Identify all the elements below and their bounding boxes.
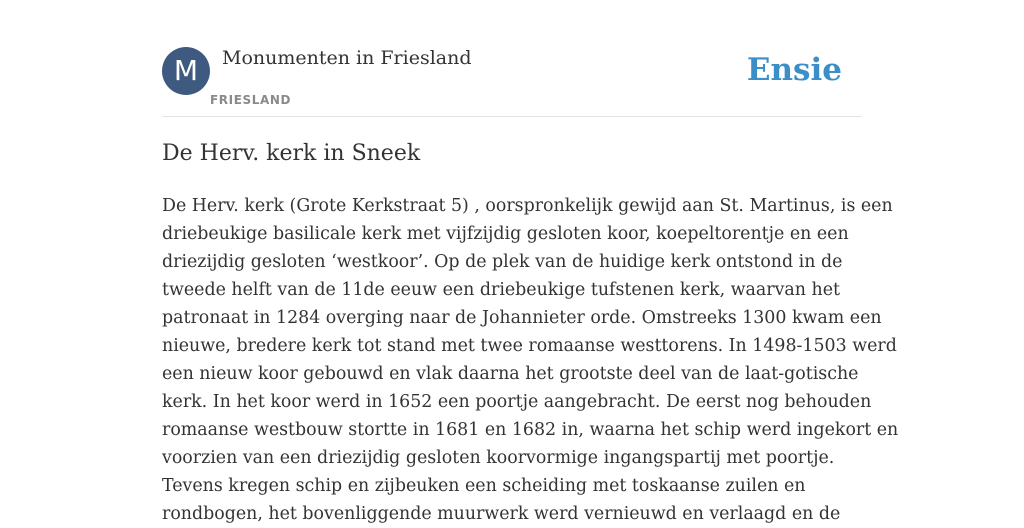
body-line: rondbogen, het bovenliggende muurwerk werd vernieuwd en verlaagd en de: [162, 504, 841, 524]
article-body: [162, 192, 899, 528]
category-label[interactable]: FRIESLAND: [210, 93, 292, 107]
avatar[interactable]: M: [162, 47, 210, 95]
body-line: nieuwe, bredere kerk tot stand met twee romaanse westtorens. In 1498-1503 werd: [162, 336, 897, 356]
body-line: Tevens kregen schip en zijbeuken een scheiding met toskaanse zuilen en: [162, 476, 806, 496]
header: [162, 46, 862, 117]
body-line: kerk. In het koor werd in 1652 een poortje aangebracht. De eerst nog behouden: [162, 392, 872, 412]
body-line: voorzien van een driezijdig gesloten koorvormige ingangspartij met poortje.: [162, 448, 835, 468]
brand-logo[interactable]: Ensie: [746, 52, 842, 88]
body-line: een nieuw koor gebouwd en vlak daarna het grootste deel van de laat-gotische: [162, 364, 859, 384]
body-line: romaanse westbouw stortte in 1681 en 1682 in, waarna het schip werd ingekort en: [162, 420, 899, 440]
article-title: De Herv. kerk in Sneek: [162, 141, 421, 166]
body-line: De Herv. kerk (Grote Kerkstraat 5) , oorspronkelijk gewijd aan St. Martinus, is een: [162, 196, 893, 216]
body-line: tweede helft van de 11de eeuw een driebeukige tufstenen kerk, waarvan het: [162, 280, 840, 300]
body-line: patronaat in 1284 overging naar de Johannieter orde. Omstreeks 1300 kwam een: [162, 308, 882, 328]
source-title[interactable]: Monumenten in Friesland: [222, 47, 472, 69]
body-line: driezijdig gesloten ‘westkoor’. Op de plek van de huidige kerk ontstond in de: [162, 252, 843, 272]
body-line: driebeukige basilicale kerk met vijfzijdig gesloten koor, koepeltorentje en een: [162, 224, 849, 244]
